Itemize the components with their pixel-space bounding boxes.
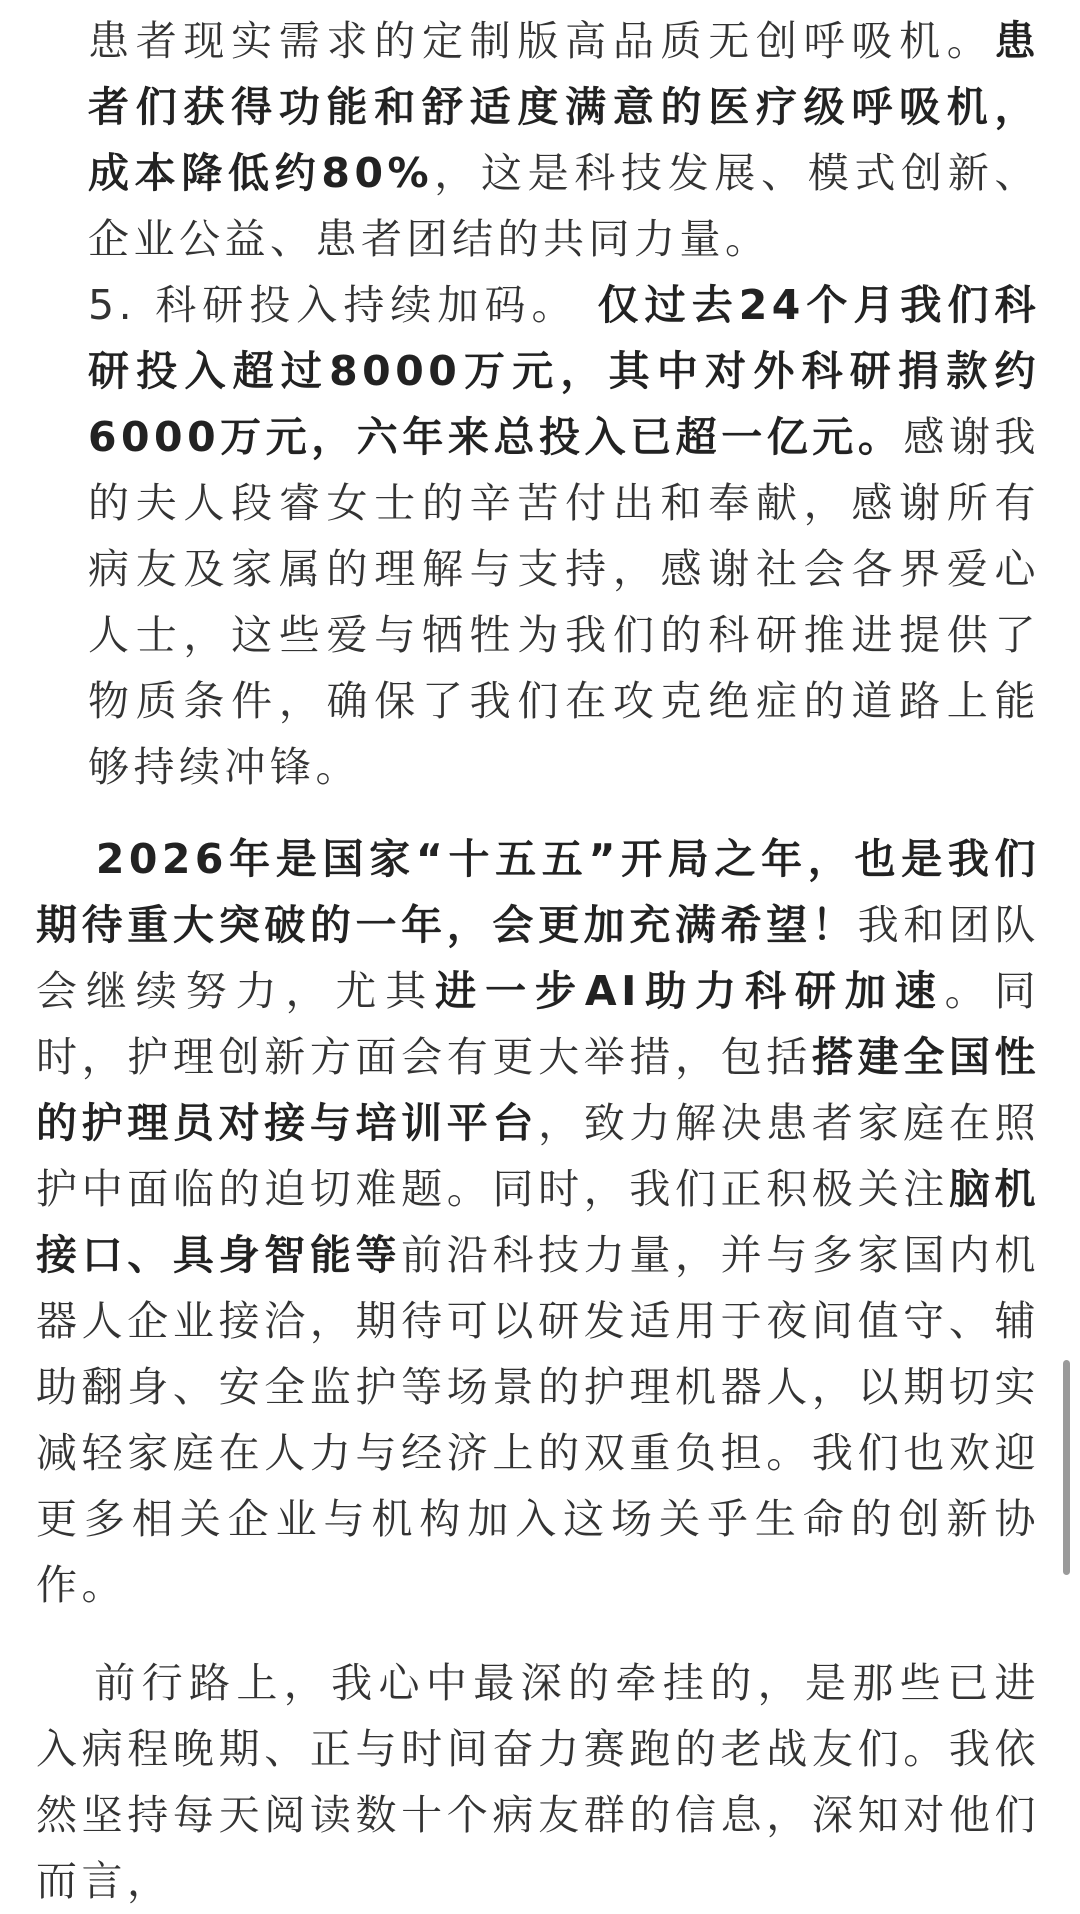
paragraph-late-stage-patients <box>36 1650 1040 1914</box>
bold-text-segment: 患者们获得功能和舒适度满意的医疗级呼吸机，成本降低约80% <box>88 17 1040 197</box>
text-segment: 前沿科技力量，并与多家国内机器人企业接洽，期待可以研发适用于夜间值守、辅助翻身、安全监护等场景的护理机器人，以期切实减轻家庭在人力与经济上的双重负担。我们也欢迎更多相关企业与机构加入这场关乎生命的创新协作。 <box>36 1231 1041 1609</box>
text-segment: 我和团队会继续努力，尤其 <box>36 901 1041 1015</box>
bold-text-segment: 进一步AI助力科研加速 <box>435 967 945 1015</box>
paragraph-2026-plans <box>36 826 1040 1618</box>
text-segment: 前行路上，我心中最深的牵挂的，是那些已进入病程晚期、正与时间奋力赛跑的老战友们。我依然坚持每天阅读数十个病友群的信息，深知对他们而言， <box>36 1659 1040 1905</box>
bold-text-segment: 仅过去24个月我们科研投入超过8000万元，其中对外科研捐款约6000万元，六年来总投入已超一亿元。 <box>88 281 1040 461</box>
scrollbar-thumb[interactable] <box>1063 1360 1070 1575</box>
text-segment: 。同时，护理创新方面会有更大举措，包括 <box>36 967 1041 1081</box>
bold-text-segment: 搭建全国性的护理员对接与培训平台 <box>36 1033 1041 1147</box>
text-segment: 患者现实需求的定制版高品质无创呼吸机。 <box>88 17 995 65</box>
paragraph-ventilator <box>88 8 1040 272</box>
bold-text-segment: 脑机接口、具身智能等 <box>36 1165 1041 1279</box>
paragraph-research-investment <box>88 272 1040 800</box>
bold-text-segment: 2026年是国家“十五五”开局之年，也是我们期待重大突破的一年，会更加充满希望！ <box>36 835 1040 949</box>
text-segment: ，致力解决患者家庭在照护中面临的迫切难题。同时，我们正积极关注 <box>36 1099 1041 1213</box>
text-segment: 5. 科研投入持续加码。 <box>88 281 598 329</box>
text-segment: 感谢我的夫人段睿女士的辛苦付出和奉献，感谢所有病友及家属的理解与支持，感谢社会各界爱心人士，这些爱与牺牲为我们的科研推进提供了物质条件，确保了我们在攻克绝症的道路上能够持续冲锋。 <box>88 413 1040 791</box>
text-segment: ，这是科技发展、模式创新、企业公益、患者团结的共同力量。 <box>88 149 1041 263</box>
